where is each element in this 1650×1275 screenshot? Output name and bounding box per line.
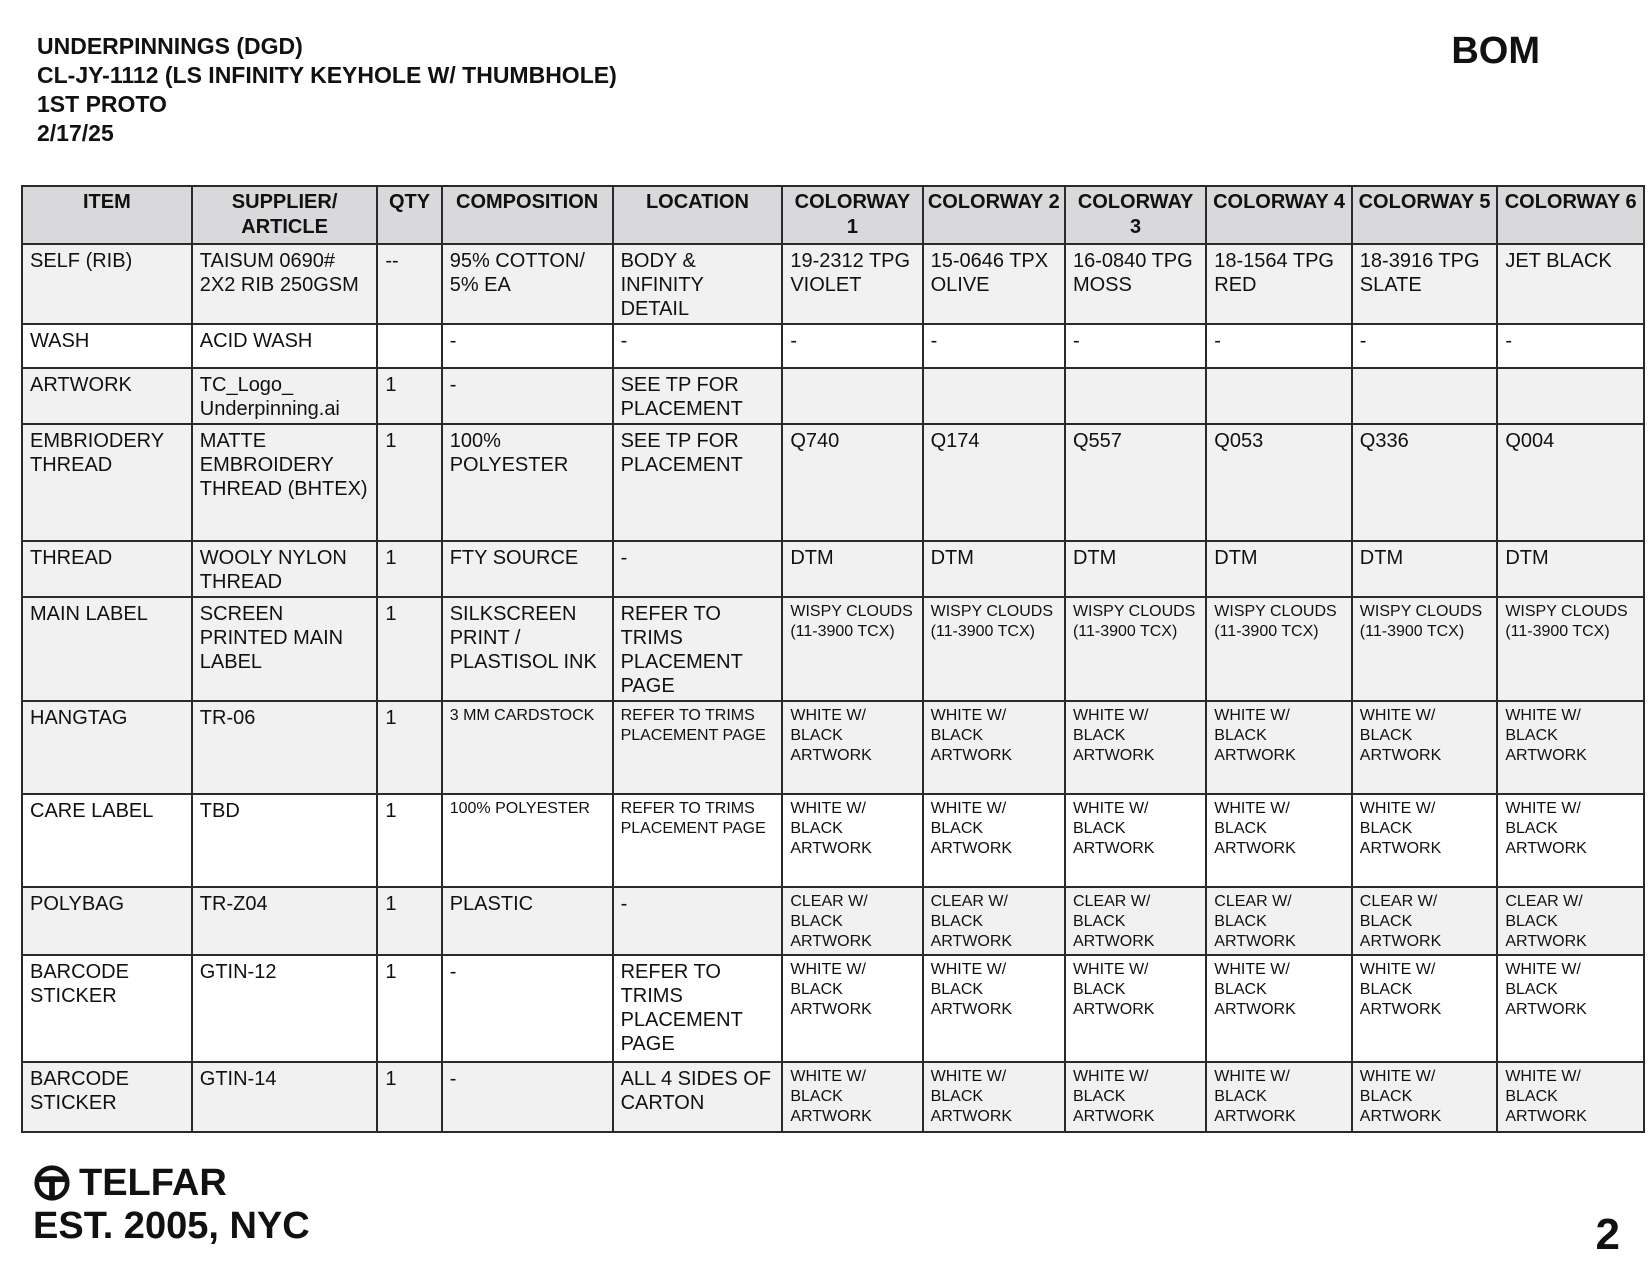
- cell-colorway-3: WISPY CLOUDS (11-3900 TCX): [1065, 597, 1206, 701]
- cell-item: POLYBAG: [22, 887, 192, 955]
- brand-name: TELFAR: [79, 1162, 227, 1204]
- cell-colorway-1: WHITE W/ BLACK ARTWORK: [782, 955, 922, 1062]
- cell-colorway-3: DTM: [1065, 541, 1206, 597]
- table-row-care-label: [22, 794, 1644, 887]
- cell-item: SELF (RIB): [22, 244, 192, 324]
- cell-composition: -: [442, 324, 613, 368]
- cell-colorway-5: WHITE W/ BLACK ARTWORK: [1352, 701, 1498, 794]
- cell-colorway-2: -: [923, 324, 1065, 368]
- cell-colorway-1: -: [782, 324, 922, 368]
- cell-colorway-2: WHITE W/ BLACK ARTWORK: [923, 701, 1065, 794]
- column-header-colorway-3: COLORWAY 3: [1065, 186, 1206, 244]
- cell-colorway-4: 18-1564 TPG RED: [1206, 244, 1352, 324]
- cell-location: REFER TO TRIMS PLACEMENT PAGE: [613, 597, 783, 701]
- cell-colorway-5: WHITE W/ BLACK ARTWORK: [1352, 1062, 1498, 1132]
- column-header-composition: COMPOSITION: [442, 186, 613, 244]
- cell-colorway-2: DTM: [923, 541, 1065, 597]
- table-row-polybag: [22, 887, 1644, 955]
- cell-composition: -: [442, 368, 613, 424]
- cell-colorway-5: WHITE W/ BLACK ARTWORK: [1352, 794, 1498, 887]
- cell-colorway-1: CLEAR W/ BLACK ARTWORK: [782, 887, 922, 955]
- cell-colorway-6: DTM: [1497, 541, 1644, 597]
- cell-colorway-5: CLEAR W/ BLACK ARTWORK: [1352, 887, 1498, 955]
- cell-supplier: ACID WASH: [192, 324, 378, 368]
- cell-colorway-6: WISPY CLOUDS (11-3900 TCX): [1497, 597, 1644, 701]
- cell-composition: -: [442, 1062, 613, 1132]
- cell-colorway-3: WHITE W/ BLACK ARTWORK: [1065, 794, 1206, 887]
- cell-supplier: WOOLY NYLON THREAD: [192, 541, 378, 597]
- cell-qty: 1: [377, 1062, 441, 1132]
- table-row-wash: [22, 324, 1644, 368]
- column-header-supplier: SUPPLIER/ ARTICLE: [192, 186, 378, 244]
- cell-colorway-1: [782, 368, 922, 424]
- cell-colorway-5: 18-3916 TPG SLATE: [1352, 244, 1498, 324]
- cell-colorway-2: CLEAR W/ BLACK ARTWORK: [923, 887, 1065, 955]
- cell-item: CARE LABEL: [22, 794, 192, 887]
- cell-colorway-5: DTM: [1352, 541, 1498, 597]
- collection-name: UNDERPINNINGS (DGD): [37, 33, 303, 59]
- cell-colorway-6: WHITE W/ BLACK ARTWORK: [1497, 701, 1644, 794]
- table-header-row: [22, 186, 1644, 244]
- cell-supplier: SCREEN PRINTED MAIN LABEL: [192, 597, 378, 701]
- cell-colorway-4: WHITE W/ BLACK ARTWORK: [1206, 1062, 1352, 1132]
- cell-colorway-2: 15-0646 TPX OLIVE: [923, 244, 1065, 324]
- column-header-colorway-2: COLORWAY 2: [923, 186, 1065, 244]
- cell-colorway-6: WHITE W/ BLACK ARTWORK: [1497, 955, 1644, 1062]
- cell-item: THREAD: [22, 541, 192, 597]
- cell-qty: --: [377, 244, 441, 324]
- column-header-colorway-5: COLORWAY 5: [1352, 186, 1498, 244]
- cell-colorway-5: -: [1352, 324, 1498, 368]
- cell-item: EMBRIODERY THREAD: [22, 424, 192, 541]
- cell-location: -: [613, 324, 783, 368]
- cell-colorway-3: WHITE W/ BLACK ARTWORK: [1065, 701, 1206, 794]
- cell-colorway-2: WHITE W/ BLACK ARTWORK: [923, 794, 1065, 887]
- cell-colorway-6: Q004: [1497, 424, 1644, 541]
- brand-row: [33, 1162, 310, 1204]
- cell-supplier: MATTE EMBROIDERY THREAD (BHTEX): [192, 424, 378, 541]
- cell-composition: -: [442, 955, 613, 1062]
- cell-colorway-6: WHITE W/ BLACK ARTWORK: [1497, 794, 1644, 887]
- document-type: BOM: [1451, 30, 1540, 72]
- cell-composition: FTY SOURCE: [442, 541, 613, 597]
- cell-colorway-3: 16-0840 TPG MOSS: [1065, 244, 1206, 324]
- table-row-hangtag: [22, 701, 1644, 794]
- style-number: CL-JY-1112 (LS INFINITY KEYHOLE W/ THUMBHOLE): [37, 62, 617, 88]
- cell-colorway-5: Q336: [1352, 424, 1498, 541]
- cell-colorway-3: CLEAR W/ BLACK ARTWORK: [1065, 887, 1206, 955]
- brand-footer: [33, 1162, 310, 1248]
- cell-colorway-3: -: [1065, 324, 1206, 368]
- cell-item: MAIN LABEL: [22, 597, 192, 701]
- cell-colorway-1: WHITE W/ BLACK ARTWORK: [782, 794, 922, 887]
- cell-supplier: TR-06: [192, 701, 378, 794]
- cell-qty: 1: [377, 368, 441, 424]
- cell-colorway-1: DTM: [782, 541, 922, 597]
- cell-colorway-2: WHITE W/ BLACK ARTWORK: [923, 1062, 1065, 1132]
- cell-colorway-6: CLEAR W/ BLACK ARTWORK: [1497, 887, 1644, 955]
- cell-qty: 1: [377, 955, 441, 1062]
- cell-qty: 1: [377, 424, 441, 541]
- column-header-location: LOCATION: [613, 186, 783, 244]
- cell-location: -: [613, 887, 783, 955]
- table-row-barcode-gtin-14: [22, 1062, 1644, 1132]
- cell-colorway-5: [1352, 368, 1498, 424]
- cell-location: BODY & INFINITY DETAIL: [613, 244, 783, 324]
- cell-item: ARTWORK: [22, 368, 192, 424]
- cell-colorway-1: 19-2312 TPG VIOLET: [782, 244, 922, 324]
- cell-colorway-6: WHITE W/ BLACK ARTWORK: [1497, 1062, 1644, 1132]
- cell-colorway-6: JET BLACK: [1497, 244, 1644, 324]
- cell-supplier: TR-Z04: [192, 887, 378, 955]
- cell-colorway-6: -: [1497, 324, 1644, 368]
- cell-location: REFER TO TRIMS PLACEMENT PAGE: [613, 701, 783, 794]
- cell-item: WASH: [22, 324, 192, 368]
- cell-item: BARCODE STICKER: [22, 1062, 192, 1132]
- cell-composition: SILKSCREEN PRINT / PLASTISOL INK: [442, 597, 613, 701]
- cell-colorway-3: WHITE W/ BLACK ARTWORK: [1065, 1062, 1206, 1132]
- cell-supplier: TBD: [192, 794, 378, 887]
- cell-colorway-5: WHITE W/ BLACK ARTWORK: [1352, 955, 1498, 1062]
- cell-colorway-4: WISPY CLOUDS (11-3900 TCX): [1206, 597, 1352, 701]
- table-row-main-label: [22, 597, 1644, 701]
- column-header-colorway-1: COLORWAY 1: [782, 186, 922, 244]
- cell-colorway-1: WHITE W/ BLACK ARTWORK: [782, 1062, 922, 1132]
- table-row-barcode-gtin-12: [22, 955, 1644, 1062]
- cell-colorway-4: WHITE W/ BLACK ARTWORK: [1206, 701, 1352, 794]
- page-number: 2: [1595, 1210, 1620, 1259]
- cell-location: SEE TP FOR PLACEMENT: [613, 368, 783, 424]
- cell-colorway-6: [1497, 368, 1644, 424]
- cell-location: -: [613, 541, 783, 597]
- column-header-colorway-6: COLORWAY 6: [1497, 186, 1644, 244]
- cell-colorway-4: WHITE W/ BLACK ARTWORK: [1206, 955, 1352, 1062]
- cell-colorway-1: Q740: [782, 424, 922, 541]
- cell-item: BARCODE STICKER: [22, 955, 192, 1062]
- cell-supplier: TC_Logo_ Underpinning.ai: [192, 368, 378, 424]
- cell-qty: 1: [377, 887, 441, 955]
- cell-supplier: TAISUM 0690# 2X2 RIB 250GSM: [192, 244, 378, 324]
- table-row-thread: [22, 541, 1644, 597]
- cell-composition: PLASTIC: [442, 887, 613, 955]
- table-row-embroidery-thread: [22, 424, 1644, 541]
- cell-supplier: GTIN-14: [192, 1062, 378, 1132]
- cell-qty: [377, 324, 441, 368]
- table-row-artwork: [22, 368, 1644, 424]
- cell-composition: 100% POLYESTER: [442, 424, 613, 541]
- cell-location: SEE TP FOR PLACEMENT: [613, 424, 783, 541]
- cell-composition: 3 MM CARDSTOCK: [442, 701, 613, 794]
- cell-qty: 1: [377, 701, 441, 794]
- cell-colorway-4: WHITE W/ BLACK ARTWORK: [1206, 794, 1352, 887]
- cell-colorway-4: DTM: [1206, 541, 1352, 597]
- cell-qty: 1: [377, 541, 441, 597]
- cell-colorway-2: [923, 368, 1065, 424]
- cell-colorway-3: Q557: [1065, 424, 1206, 541]
- cell-colorway-4: CLEAR W/ BLACK ARTWORK: [1206, 887, 1352, 955]
- table-row-self-rib: [22, 244, 1644, 324]
- cell-location: REFER TO TRIMS PLACEMENT PAGE: [613, 794, 783, 887]
- document-date: 2/17/25: [37, 120, 114, 146]
- proto-stage: 1ST PROTO: [37, 91, 167, 117]
- bom-table: [21, 185, 1645, 1133]
- cell-supplier: GTIN-12: [192, 955, 378, 1062]
- cell-colorway-4: [1206, 368, 1352, 424]
- cell-colorway-4: Q053: [1206, 424, 1352, 541]
- cell-colorway-4: -: [1206, 324, 1352, 368]
- cell-colorway-2: WISPY CLOUDS (11-3900 TCX): [923, 597, 1065, 701]
- telfar-logo-icon: [33, 1164, 71, 1202]
- cell-colorway-2: WHITE W/ BLACK ARTWORK: [923, 955, 1065, 1062]
- cell-composition: 100% POLYESTER: [442, 794, 613, 887]
- cell-composition: 95% COTTON/ 5% EA: [442, 244, 613, 324]
- column-header-item: ITEM: [22, 186, 192, 244]
- document-header: [37, 32, 617, 148]
- cell-qty: 1: [377, 794, 441, 887]
- cell-colorway-1: WISPY CLOUDS (11-3900 TCX): [782, 597, 922, 701]
- brand-established: EST. 2005, NYC: [33, 1205, 310, 1247]
- cell-qty: 1: [377, 597, 441, 701]
- column-header-qty: QTY: [377, 186, 441, 244]
- cell-colorway-3: WHITE W/ BLACK ARTWORK: [1065, 955, 1206, 1062]
- cell-colorway-3: [1065, 368, 1206, 424]
- cell-location: REFER TO TRIMS PLACEMENT PAGE: [613, 955, 783, 1062]
- cell-colorway-5: WISPY CLOUDS (11-3900 TCX): [1352, 597, 1498, 701]
- cell-location: ALL 4 SIDES OF CARTON: [613, 1062, 783, 1132]
- cell-item: HANGTAG: [22, 701, 192, 794]
- cell-colorway-2: Q174: [923, 424, 1065, 541]
- column-header-colorway-4: COLORWAY 4: [1206, 186, 1352, 244]
- cell-colorway-1: WHITE W/ BLACK ARTWORK: [782, 701, 922, 794]
